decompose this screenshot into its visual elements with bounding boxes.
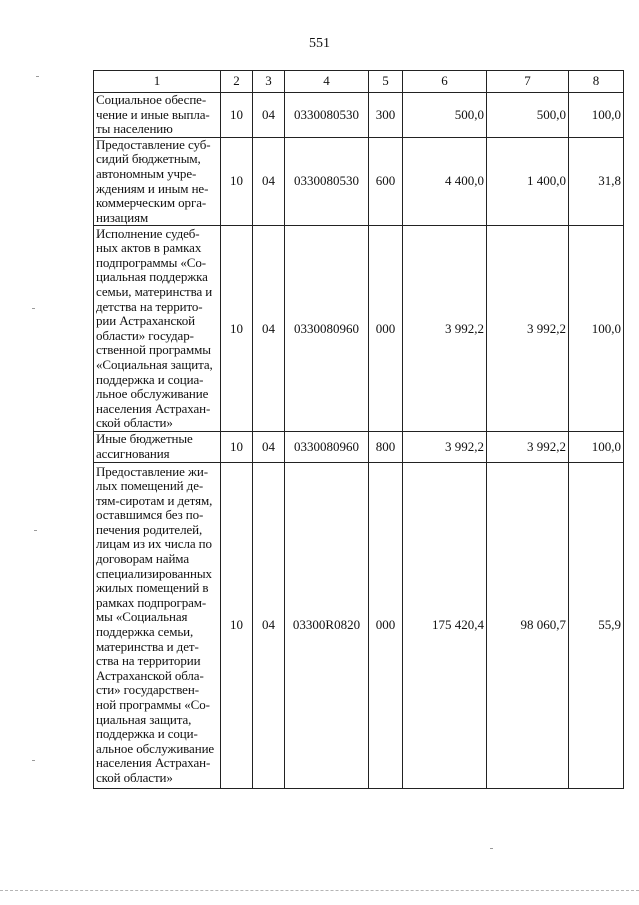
cell-target: 0330080960 <box>285 432 369 462</box>
table-row <box>94 93 624 138</box>
column-header: 7 <box>487 71 569 93</box>
cell-percent: 55,9 <box>569 462 624 788</box>
table-row <box>94 462 624 788</box>
cell-target: 0330080530 <box>285 93 369 138</box>
cell-percent: 100,0 <box>569 93 624 138</box>
cell-type: 000 <box>369 226 403 432</box>
cell-section: 10 <box>221 93 253 138</box>
cell-actual: 98 060,7 <box>487 462 569 788</box>
scan-speck <box>32 760 35 761</box>
column-header: 2 <box>221 71 253 93</box>
scan-speck <box>34 530 37 531</box>
scan-speck <box>490 848 493 849</box>
column-header: 1 <box>94 71 221 93</box>
table-row <box>94 226 624 432</box>
cell-name: Предоставление суб- сидий бюджетным, автономным учре- ждениям и иным не- коммерческим орга- низациям <box>94 137 221 226</box>
cell-planned: 3 992,2 <box>403 432 487 462</box>
budget-table <box>93 70 624 789</box>
cell-planned: 4 400,0 <box>403 137 487 226</box>
cell-subsection: 04 <box>253 226 285 432</box>
scan-speck <box>32 308 35 309</box>
cell-actual: 500,0 <box>487 93 569 138</box>
cell-subsection: 04 <box>253 137 285 226</box>
cell-actual: 1 400,0 <box>487 137 569 226</box>
column-header: 3 <box>253 71 285 93</box>
cell-planned: 500,0 <box>403 93 487 138</box>
table-row <box>94 432 624 462</box>
cell-name: Иные бюджетные ассигнования <box>94 432 221 462</box>
column-header: 6 <box>403 71 487 93</box>
cell-planned: 175 420,4 <box>403 462 487 788</box>
cell-percent: 100,0 <box>569 226 624 432</box>
cell-name: Предоставление жи- лых помещений де- тям-сиротам и детям, оставшимся без по- печения родителей, лицам из их числа по договорам найма специализированных жилых помещений в рамках подпрограм- мы «Социальная поддержка семьи, материнства и дет- ства на территории Астраханской обла- сти» государствен- ной программы «Со- циальная защита, поддержка и соци- альное обслуживание населения Астрахан- ской области» <box>94 462 221 788</box>
cell-section: 10 <box>221 226 253 432</box>
cell-target: 0330080960 <box>285 226 369 432</box>
cell-target: 0330080530 <box>285 137 369 226</box>
column-header: 5 <box>369 71 403 93</box>
cell-target: 03300R0820 <box>285 462 369 788</box>
cell-type: 800 <box>369 432 403 462</box>
page-number: 551 <box>309 36 330 51</box>
cell-percent: 31,8 <box>569 137 624 226</box>
cell-name: Социальное обеспе- чение и иные выпла- ты населению <box>94 93 221 138</box>
cell-type: 600 <box>369 137 403 226</box>
scan-speck <box>36 76 39 77</box>
cell-subsection: 04 <box>253 432 285 462</box>
cell-name: Исполнение судеб- ных актов в рамках подпрограммы «Со- циальная поддержка семьи, материнства и детства на террито- рии Астраханской области» государ- ственной программы «Социальная защита, поддержка и социа- льное обслуживание населения Астрахан- ской области» <box>94 226 221 432</box>
cell-section: 10 <box>221 137 253 226</box>
table-row <box>94 137 624 226</box>
cell-section: 10 <box>221 462 253 788</box>
column-header: 4 <box>285 71 369 93</box>
cell-section: 10 <box>221 432 253 462</box>
column-header: 8 <box>569 71 624 93</box>
cell-subsection: 04 <box>253 93 285 138</box>
table-header-row <box>94 71 624 93</box>
cell-planned: 3 992,2 <box>403 226 487 432</box>
scan-edge-line <box>0 890 639 891</box>
cell-percent: 100,0 <box>569 432 624 462</box>
cell-actual: 3 992,2 <box>487 226 569 432</box>
cell-type: 000 <box>369 462 403 788</box>
table-body <box>94 93 624 789</box>
cell-type: 300 <box>369 93 403 138</box>
cell-actual: 3 992,2 <box>487 432 569 462</box>
cell-subsection: 04 <box>253 462 285 788</box>
